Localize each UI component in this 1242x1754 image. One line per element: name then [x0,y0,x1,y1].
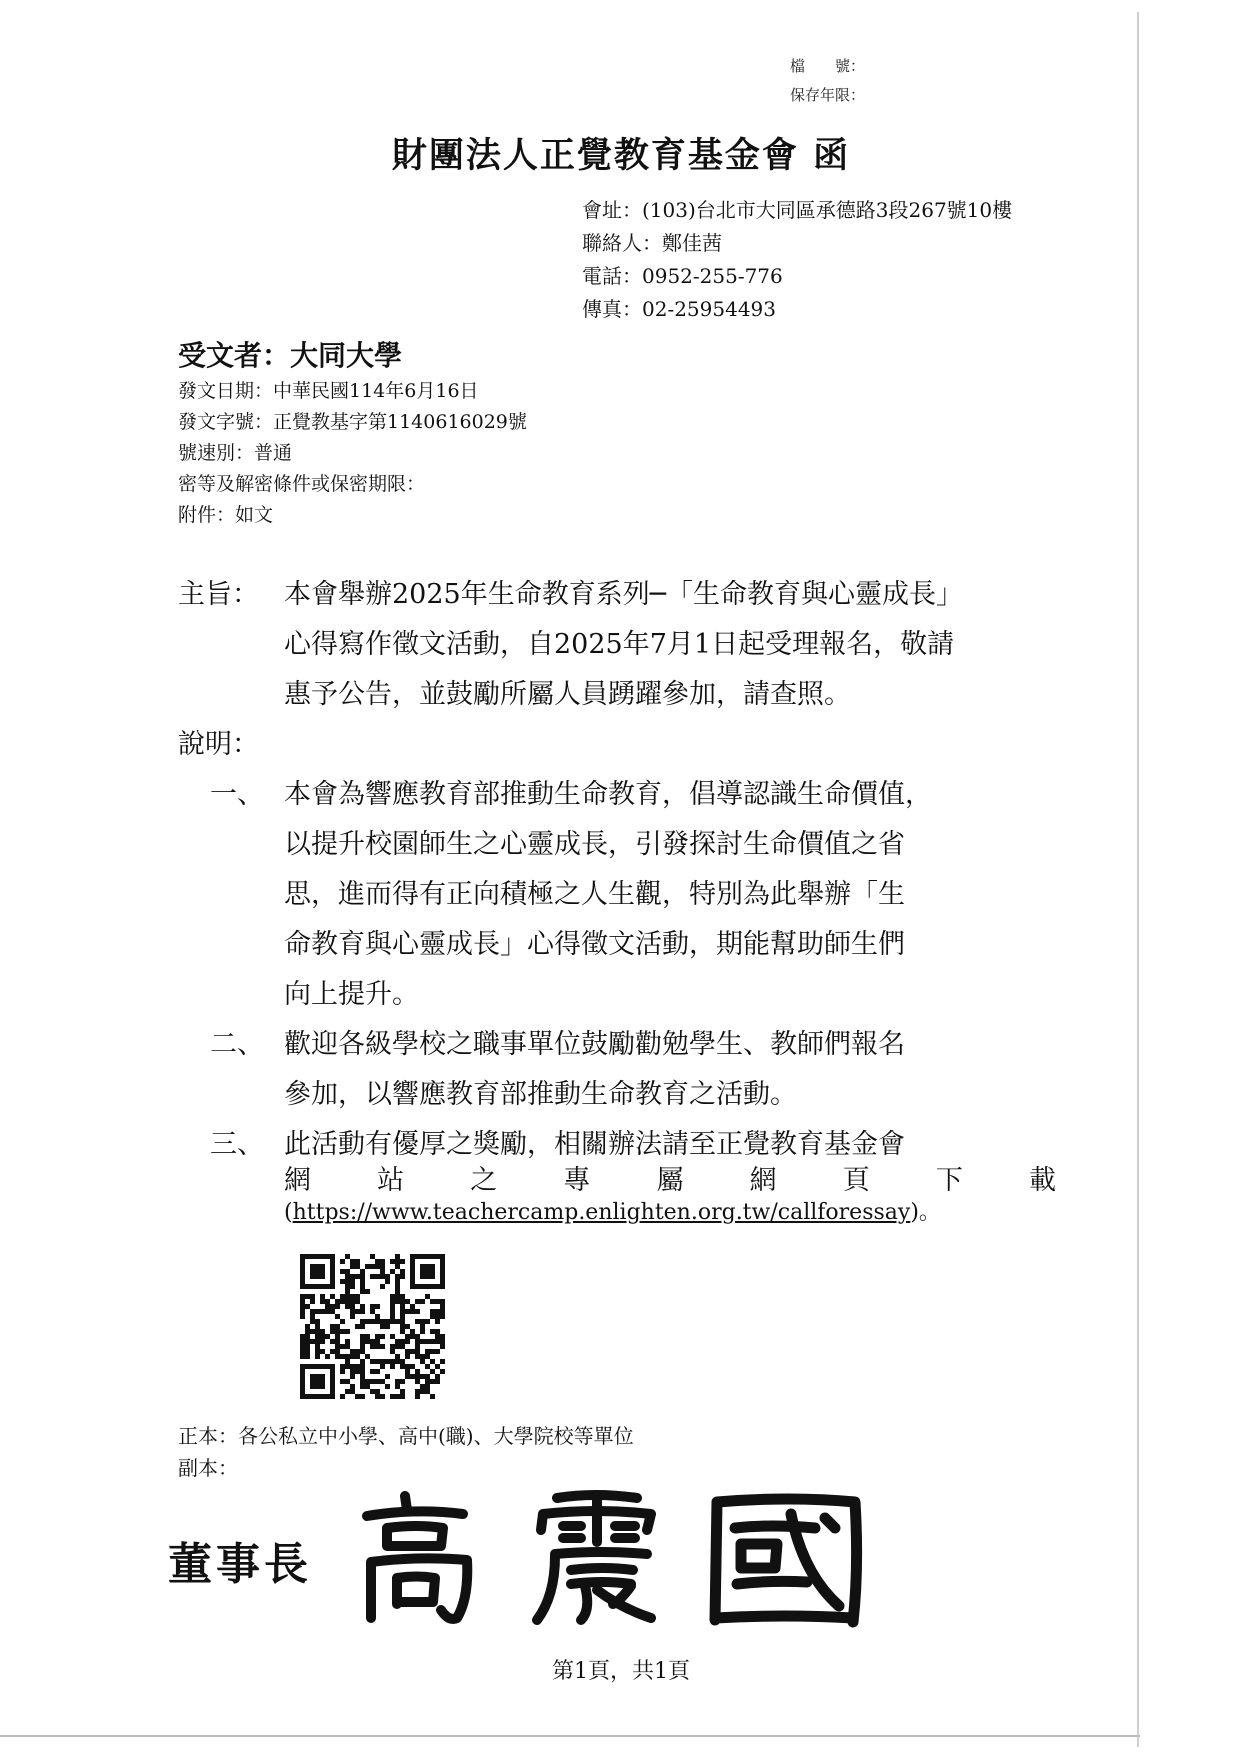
item-marker: 三、 [210,1129,264,1160]
subject-line: 心得寫作徵文活動，自2025年7月1日起受理報名，敬請 [284,629,955,660]
url-line [284,1195,941,1226]
spread-char: 下 [935,1165,963,1196]
retention-period-label: 保存年限： [790,86,866,104]
secrecy-level: 密等及解密條件或保密期限： [178,473,426,495]
item-line: 此活動有優厚之獎勵，相關辦法請至正覺教育基金會 [284,1129,905,1160]
speed-class: 號速別：普通 [178,442,293,464]
fax: 傳真：02-25954493 [582,297,777,321]
address: 會址：(103)台北市大同區承德路3段267號10樓 [582,198,1013,222]
original-copy: 正本：各公私立中小學、高中(職)、大學院校等單位 [178,1424,634,1448]
spread-char: 載 [1029,1165,1056,1196]
item-marker: 二、 [210,1029,264,1060]
file-meta [790,52,865,110]
subject-label: 主旨： [178,579,259,610]
scan-edge-right [1137,12,1139,1747]
document-title: 財團法人正覺教育基金會 函 [391,135,851,176]
url-close-paren: )。 [910,1200,941,1225]
subject-line: 本會舉辦2025年生命教育系列─「生命教育與心靈成長」 [284,579,963,610]
essay-url-link[interactable]: https://www.teachercamp.enlighten.org.tw/callforessay [292,1200,911,1225]
contact-block [582,194,1012,326]
recipient: 受文者：大同大學 [178,339,403,372]
spread-char: 網 [749,1165,777,1196]
url-open-paren: ( [284,1200,293,1225]
carbon-copy: 副本： [178,1456,238,1480]
spread-char: 站 [377,1165,405,1196]
item-line: 以提升校園師生之心靈成長，引發探討生命價值之省 [284,829,905,860]
spread-char: 屬 [656,1165,684,1196]
item-line: 思，進而得有正向積極之人生觀，特別為此舉辦「生 [284,879,905,910]
chairman-title: 董事長 [168,1539,312,1590]
item-line: 本會為響應教育部推動生命教育，倡導認識生命價值， [284,779,932,810]
qr-code [300,1254,445,1399]
item-line: 歡迎各級學校之職事單位鼓勵勸勉學生、教師們報名 [284,1029,905,1060]
item-line: 向上提升。 [284,979,419,1010]
contact-person: 聯絡人：鄭佳茜 [582,231,722,255]
spread-char: 頁 [842,1165,870,1196]
phone: 電話：0952-255-776 [582,264,783,288]
spread-char: 之 [470,1165,498,1196]
page-number: 第1頁，共1頁 [552,1659,690,1684]
spread-char: 網 [284,1165,311,1196]
attachment: 附件：如文 [178,504,274,526]
scan-edge-bottom [0,1735,1140,1737]
item-line: 參加，以響應教育部推動生命教育之活動。 [284,1079,797,1110]
file-number-label: 檔 號： [790,57,866,75]
explanation-label: 說明： [178,729,259,760]
spread-char: 專 [563,1165,591,1196]
dispatch-number: 發文字號：正覺教基字第1140616029號 [178,411,527,433]
spread-line [284,1158,1056,1197]
copies-block [178,1420,634,1484]
dispatch-meta [178,376,527,531]
item-marker: 一、 [210,779,264,810]
dispatch-date: 發文日期：中華民國114年6月16日 [178,380,479,402]
chairman-signature [345,1478,905,1628]
item-line: 命教育與心靈成長」心得徵文活動，期能幫助師生們 [284,929,905,960]
subject-line: 惠予公告，並鼓勵所屬人員踴躍參加，請查照。 [284,679,851,710]
